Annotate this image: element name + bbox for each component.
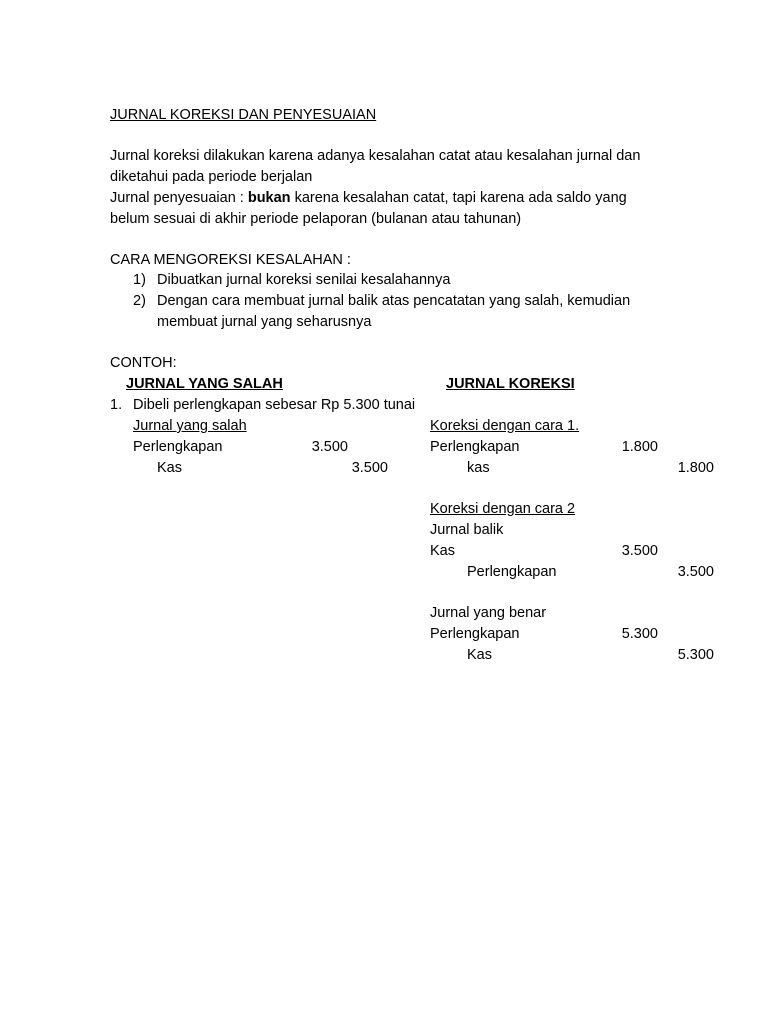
cara-item-1-text: Dibuatkan jurnal koreksi senilai kesalahannya	[157, 272, 451, 288]
right-cara2-credit-amount: 3.500	[677, 564, 714, 580]
left-subheading: Jurnal yang salah	[133, 418, 247, 434]
penyesuaian-bold-word: bukan	[247, 190, 291, 206]
left-debit-account: Perlengkapan	[133, 439, 223, 455]
right-cara2-subheading: Koreksi dengan cara 2	[430, 501, 576, 517]
cara-item-1-number: 1)	[133, 272, 146, 288]
penyesuaian-prefix: Jurnal penyesuaian :	[110, 190, 248, 206]
cara-heading: CARA MENGOREKSI KESALAHAN :	[110, 252, 351, 268]
right-cara2-debit-account: Kas	[430, 543, 455, 559]
right-cara2-jurnal-balik-label: Jurnal balik	[430, 522, 504, 538]
cara-item-2-text-line2: membuat jurnal yang seharusnya	[157, 314, 372, 330]
example-number: 1.	[110, 397, 123, 413]
cara-item-2-text-line1: Dengan cara membuat jurnal balik atas pencatatan yang salah, kemudian	[157, 293, 631, 309]
right-correct-credit-amount: 5.300	[677, 647, 714, 663]
right-cara1-debit-amount: 1.800	[621, 439, 658, 455]
left-debit-amount: 3.500	[311, 439, 348, 455]
right-cara1-debit-account: Perlengkapan	[430, 439, 520, 455]
right-cara1-credit-amount: 1.800	[677, 460, 714, 476]
column-heading-jurnal-koreksi: JURNAL KOREKSI	[446, 376, 575, 392]
paragraph-penyesuaian-line1	[110, 188, 627, 208]
right-cara2-credit-account: Perlengkapan	[467, 564, 557, 580]
cara-item-2-number: 2)	[133, 293, 146, 309]
example-description: Dibeli perlengkapan sebesar Rp 5.300 tunai	[133, 397, 416, 413]
right-correct-debit-account: Perlengkapan	[430, 626, 520, 642]
penyesuaian-rest: karena kesalahan catat, tapi karena ada saldo yang	[290, 190, 627, 206]
paragraph-koreksi-line1: Jurnal koreksi dilakukan karena adanya kesalahan catat atau kesalahan jurnal dan	[110, 148, 641, 164]
left-credit-amount: 3.500	[351, 460, 388, 476]
right-cara1-subheading: Koreksi dengan cara 1.	[430, 418, 580, 434]
right-cara2-debit-amount: 3.500	[621, 543, 658, 559]
right-cara1-credit-account: kas	[467, 460, 490, 476]
column-heading-jurnal-salah: JURNAL YANG SALAH	[126, 376, 283, 392]
right-correct-debit-amount: 5.300	[621, 626, 658, 642]
paragraph-penyesuaian-line2: belum sesuai di akhir periode pelaporan (bulanan atau tahunan)	[110, 211, 522, 227]
right-correct-journal-label: Jurnal yang benar	[430, 605, 547, 621]
contoh-heading: CONTOH:	[110, 355, 177, 371]
left-credit-account: Kas	[157, 460, 182, 476]
paragraph-koreksi-line2: diketahui pada periode berjalan	[110, 169, 313, 185]
right-correct-credit-account: Kas	[467, 647, 492, 663]
document-title: JURNAL KOREKSI DAN PENYESUAIAN	[110, 107, 377, 123]
